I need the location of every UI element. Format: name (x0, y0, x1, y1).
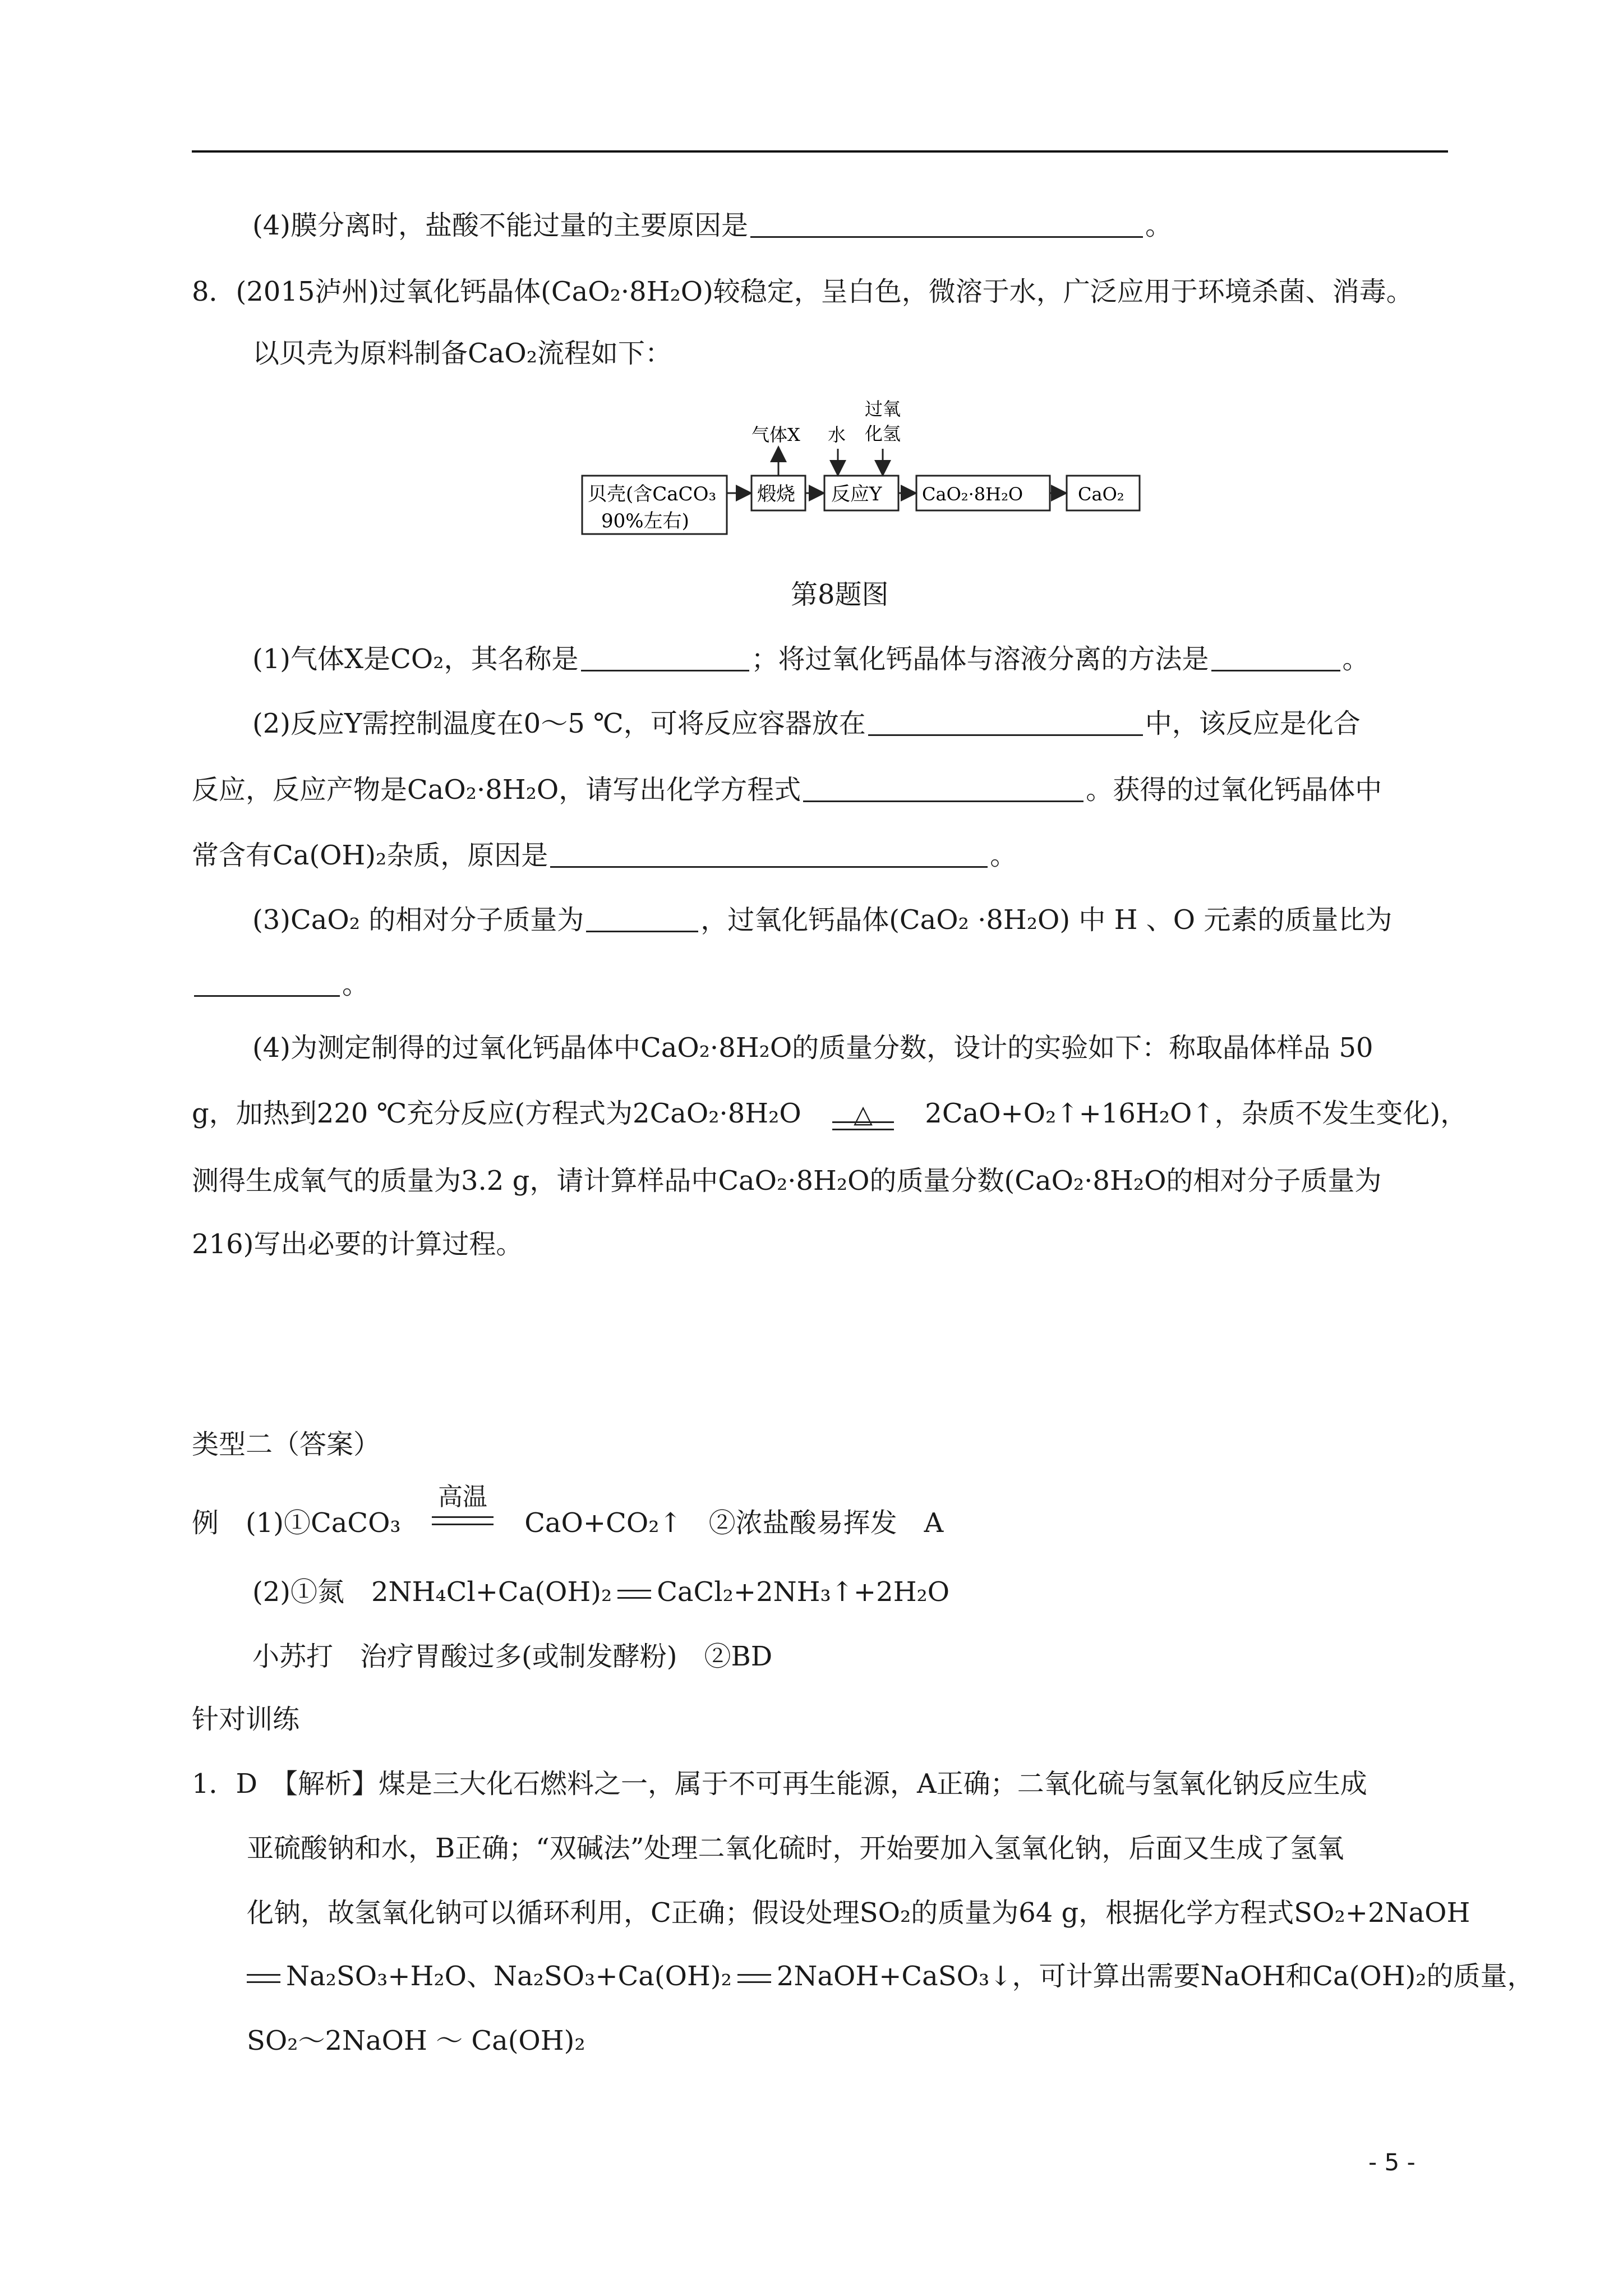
header-rule (192, 150, 1448, 153)
answer-blank[interactable] (1211, 645, 1340, 671)
q8-part4-line3: 测得生成氧气的质量为3.2 g，请计算样品中CaO₂·8H₂O的质量分数(CaO₂·8H₂O的相对分子质量为 (192, 1165, 1382, 1197)
answer1-line1: 1．D 【解析】煤是三大化石燃料之一，属于不可再生能源，A正确；二氧化硫与氢氧化钠反应生成 (192, 1768, 1367, 1800)
answer-blank[interactable] (803, 776, 1083, 802)
q8-part4-line2: g，加热到220 ℃充分反应(方程式为2CaO₂·8H₂O △ 2CaO+O₂↑+16H₂O↑，杂质不发生变化)， (192, 1097, 1467, 1133)
answers-heading: 类型二（答案） (192, 1429, 381, 1460)
q8-intro-line2: 以贝壳为原料制备CaO₂流程如下： (252, 338, 672, 369)
q8-part2-line1: (2)反应Y需控制温度在0～5 ℃，可将反应容器放在 中，该反应是化合 (252, 708, 1361, 739)
answer-blank[interactable] (194, 970, 340, 997)
answer1-line3: 化钠，故氢氧化钠可以循环利用，C正确；假设处理SO₂的质量为64 g，根据化学方程式SO₂+2NaOH (247, 1897, 1470, 1929)
cao2-label: CaO₂ (1078, 484, 1124, 505)
q8-part3-line1: (3)CaO₂ 的相对分子质量为 ，过氧化钙晶体(CaO₂ ·8H₂O) 中 H 、O 元素的质量比为 (252, 904, 1393, 936)
page-number: - 5 - (1368, 2148, 1415, 2176)
crystal-label: CaO₂·8H₂O (922, 484, 1023, 505)
heat-condition-sign: △ (832, 1099, 894, 1133)
shell-label-2: 90%左右) (601, 510, 689, 532)
equals-sign (737, 1974, 771, 1983)
equals-sign (617, 1590, 651, 1599)
q8-part3-line2: 。 (192, 968, 369, 1001)
q7-part4: (4)膜分离时，盐酸不能过量的主要原因是 。 (252, 210, 1173, 241)
answer1-line5: SO₂～2NaOH ～ Ca(OH)₂ (247, 2025, 585, 2056)
answer1-line4: Na₂SO₃+H₂O、Na₂SO₃+Ca(OH)₂ 2NaOH+CaSO₃↓，可计算出需要NaOH和Ca(OH)₂的质量， (247, 1959, 1534, 1993)
figure-caption: 第8题图 (791, 579, 889, 610)
calcine-label: 煅烧 (757, 483, 795, 505)
q8-part4-line1: (4)为测定制得的过氧化钙晶体中CaO₂·8H₂O的质量分数，设计的实验如下：称取晶体样品 50 (252, 1032, 1373, 1064)
high-temp-condition-sign: 高温 (432, 1497, 494, 1531)
example-line2: (2)①氮 2NH₄Cl+Ca(OH)₂ CaCl₂+2NH₃↑+2H₂O (252, 1576, 950, 1608)
example-line1: 例 (1)①CaCO₃ 高温 CaO+CO₂↑ ②浓盐酸易挥发 A (192, 1482, 944, 1539)
answer1-line2: 亚硫酸钠和水，B正确；“双碱法”处理二氧化硫时，开始要加入氢氧化钠，后面又生成了氢氧 (247, 1833, 1344, 1864)
training-heading: 针对训练 (192, 1704, 300, 1735)
q8-intro-line1: 8．(2015泸州)过氧化钙晶体(CaO₂·8H₂O)较稳定，呈白色，微溶于水，广泛应用于环境杀菌、消毒。 (192, 276, 1413, 307)
reaction-y-label: 反应Y (831, 483, 882, 505)
q8-part2-line2: 反应，反应产物是CaO₂·8H₂O，请写出化学方程式 。获得的过氧化钙晶体中 (192, 774, 1382, 806)
example-line3: 小苏打 治疗胃酸过多(或制发酵粉) ②BD (252, 1641, 773, 1672)
q8-part1: (1)气体X是CO₂，其名称是 ；将过氧化钙晶体与溶液分离的方法是 。 (252, 643, 1370, 675)
answer-blank[interactable] (550, 841, 988, 868)
water-label: 水 (828, 424, 846, 445)
answer-blank[interactable] (750, 211, 1143, 238)
equals-sign (247, 1974, 280, 1983)
answer-blank[interactable] (586, 906, 698, 932)
answer-blank[interactable] (581, 645, 749, 671)
h2o2-label-2: 化氢 (865, 423, 901, 444)
shell-label-1: 贝壳(含CaCO₃ (588, 483, 717, 505)
q8-part2-line3: 常含有Ca(OH)₂杂质，原因是 。 (192, 840, 1017, 871)
flow-diagram (578, 393, 1150, 544)
h2o2-label-1: 过氧 (865, 398, 901, 420)
gas-x-label: 气体X (751, 424, 800, 445)
q8-part4-line4: 216)写出必要的计算过程。 (192, 1228, 523, 1260)
answer-blank[interactable] (868, 710, 1143, 736)
